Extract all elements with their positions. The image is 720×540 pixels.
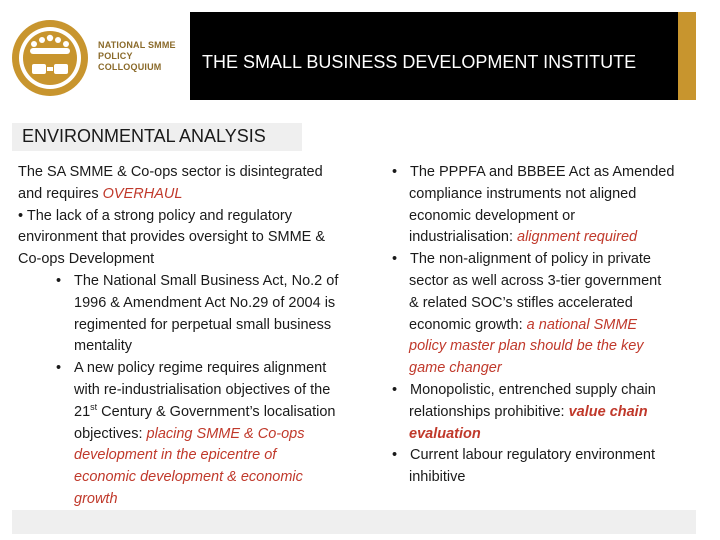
bullet-icon: •	[392, 251, 398, 268]
logo-wordmark	[98, 40, 188, 73]
highlight-text: value chain	[568, 403, 648, 420]
text-line: regimented for perpetual small business	[74, 316, 332, 333]
bullet-icon: •	[392, 381, 398, 398]
text-span: objectives:	[74, 425, 147, 442]
text-span: The non-alignment of policy in private	[410, 251, 651, 268]
bullet-icon: •	[392, 164, 398, 180]
bullet-line	[392, 445, 707, 467]
page-title: THE SMALL BUSINESS DEVELOPMENT INSTITUTE	[202, 52, 637, 72]
text-line: compliance instruments not aligned	[409, 185, 637, 202]
logo-emblem	[12, 20, 88, 96]
text-span: Current labour regulatory environment	[410, 447, 656, 464]
text-line	[392, 227, 707, 249]
text-line: 1996 & Amendment Act No.29 of 2004 is	[74, 294, 336, 311]
text-span: industrialisation:	[409, 229, 517, 246]
text-span: and requires	[18, 185, 103, 202]
left-column	[18, 162, 383, 511]
logo-line: POLICY	[98, 51, 133, 61]
text-span: Century & Government’s localisation	[97, 403, 336, 420]
text-line: inhibitive	[409, 469, 466, 486]
logo-line: NATIONAL SMME	[98, 40, 176, 50]
text-line: sector as well across 3-tier government	[409, 272, 662, 289]
bullet-icon: •	[56, 272, 62, 289]
highlight-text: placing SMME & Co-ops	[146, 425, 305, 442]
colloquium-logo	[10, 18, 190, 98]
highlight-line: policy master plan should be the key	[409, 338, 644, 355]
text-line: The SA SMME & Co-ops sector is disintegrated	[18, 164, 323, 180]
bullet-line	[18, 271, 383, 293]
text-span: A new policy regime requires alignment	[74, 360, 327, 377]
right-column	[392, 162, 707, 489]
bullet-line	[392, 249, 707, 271]
highlight-text: alignment required	[517, 229, 638, 246]
highlight-line: growth	[74, 490, 118, 507]
text-line	[392, 315, 707, 337]
text-span: 21	[74, 403, 91, 420]
people-group-icon	[12, 20, 88, 96]
text-span: relationships prohibitive:	[409, 403, 569, 420]
text-line: • The lack of a strong policy and regulatory	[18, 207, 293, 224]
text-span: economic growth:	[409, 316, 527, 333]
title-bar	[190, 12, 678, 100]
logo-line: COLLOQUIUM	[98, 62, 162, 72]
text-line: mentality	[74, 338, 133, 355]
highlight-line: evaluation	[409, 425, 481, 442]
text-line	[18, 424, 383, 446]
bullet-line	[18, 358, 383, 380]
text-line: economic development or	[409, 207, 576, 224]
text-line	[18, 402, 383, 424]
text-span: Monopolistic, entrenched supply chain	[410, 381, 656, 398]
highlight-text: OVERHAUL	[102, 185, 183, 202]
text-line	[392, 402, 707, 424]
text-line: with re-industrialisation objectives of the	[74, 381, 331, 398]
bullet-icon: •	[392, 447, 398, 464]
superscript: st	[90, 401, 98, 412]
footer-band	[12, 510, 696, 534]
highlight-line: game changer	[409, 360, 502, 377]
bullet-line	[392, 380, 707, 402]
bullet-icon: •	[56, 360, 62, 377]
highlight-text: a national SMME	[526, 316, 638, 333]
text-span: The National Small Business Act, No.2 of	[74, 272, 339, 289]
text-line: Co-ops Development	[18, 251, 155, 268]
text-line	[18, 184, 383, 206]
text-line: & related SOC’s stifles accelerated	[409, 294, 633, 311]
section-title: ENVIRONMENTAL ANALYSIS	[22, 126, 266, 146]
highlight-line: economic development & economic	[74, 469, 303, 486]
bullet-line	[392, 162, 707, 184]
text-span: The PPPFA and BBBEE Act as Amended	[410, 164, 675, 180]
accent-strip	[678, 12, 696, 100]
highlight-line: development in the epicentre of	[74, 447, 277, 464]
text-line: environment that provides oversight to SMME &	[18, 229, 326, 246]
